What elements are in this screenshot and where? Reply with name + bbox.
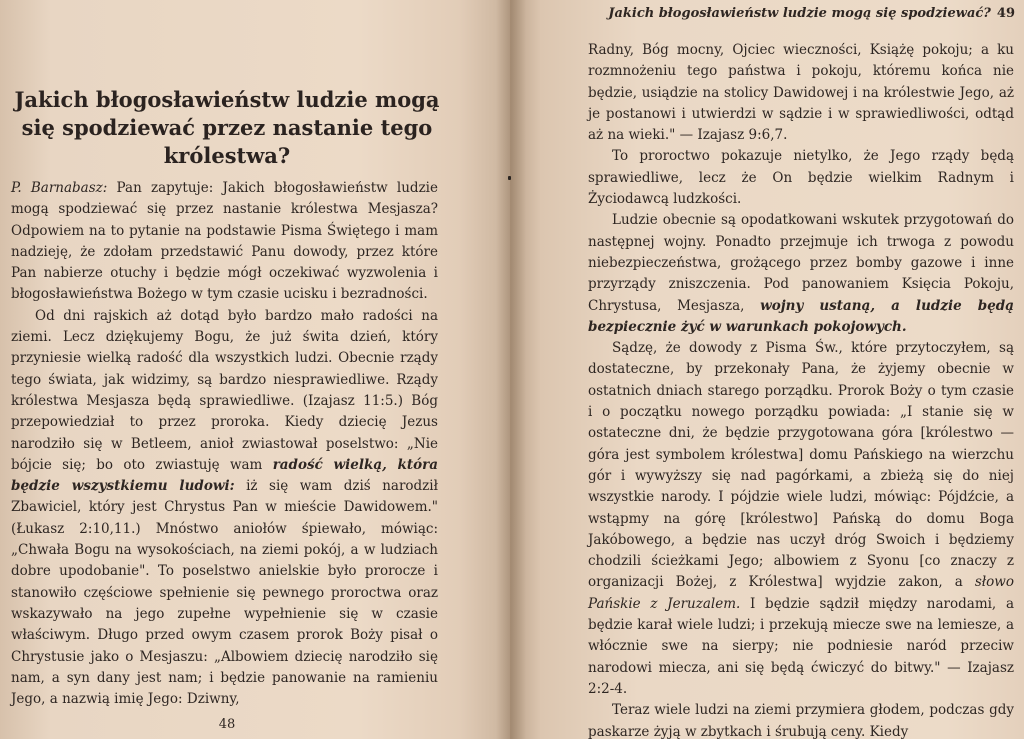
paragraph <box>11 306 438 711</box>
paragraph <box>588 210 1014 338</box>
paragraph <box>11 178 438 306</box>
emphasized-text: słowo Pańskie z Jeruzalem. <box>588 574 1014 612</box>
emphasized-text: wojny ustaną, a ludzie będą bezpiecznie żyć w warunkach pokojowych. <box>588 297 1014 335</box>
paragraph-text: Pan zapytuje: Jakich błogosławieństw ludzie mogą spodziewać się przez nastanie królestwa Mesjasza? Odpowiem na to pytanie na podstawie Pisma Świętego i mam nadzieję, że zdołam przedstawić Panu dowody, przez które Pan nabierze otuchy i będzie mógł oczekiwać wyzwolenia i błogosławieństwa Bożego w tym czasie ucisku i bezradności. <box>11 180 438 303</box>
page-number-right: 49 <box>996 6 1015 21</box>
paragraph: Radny, Bóg mocny, Ojciec wieczności, Książę pokoju; a ku rozmnożeniu tego państwa i pokoju, któremu końca nie będzie, usiądzie na stolicy Dawidowej i na królestwie Jego, aż je postanowi i utwierdzi w sądzie i w sprawiedliwości, odtąd aż na wieki." — Izajasz 9:6,7. <box>588 42 1014 144</box>
paragraph: Teraz wiele ludzi na ziemi przymiera głodem, podczas gdy paskarze żyją w zbytkach i śrubują ceny. Kiedy <box>588 702 1014 739</box>
book-gutter <box>496 0 526 739</box>
paragraph-text: Od dni rajskich aż dotąd było bardzo mało radości na ziemi. Lecz dziękujemy Bogu, że już świta dzień, który przyniesie wielką radość dla wszystkich ludzi. Obecnie rządy tego świata, jak widzimy, są bardzo niesprawiedliwe. Rządy królestwa Mesjasza będą sprawiedliwe. (Izajasz 11:5.) Bóg przepowiedział to przez proroka. Kiedy dziecię Jezus narodziło się w Betleem, anioł zwiastował poselstwo: „Nie bójcie się; bo oto zwiastuję wam <box>11 307 438 473</box>
speaker-label: P. Barnabasz: <box>11 180 108 196</box>
paragraph: To proroctwo pokazuje nietylko, że Jego rządy będą sprawiedliwe, lecz że On będzie wielkim Radnym i Życiodawcą ludzkości. <box>588 148 1014 208</box>
running-head <box>560 6 1015 21</box>
left-page-text <box>11 178 438 710</box>
page-number-left: 48 <box>218 717 236 732</box>
left-page <box>0 0 510 739</box>
ink-speck <box>508 176 511 180</box>
paragraph <box>588 338 1014 700</box>
paragraph-text: Ludzie obecnie są opodatkowani wskutek przygotowań do następnej wojny. Ponadto przejmuje ich trwoga z powodu niebezpieczeństwa, grożącego przez bomby gazowe i inne przyrządy zniszczenia. Pod panowaniem Księcia Pokoju, Chrystusa, Mesjasza, <box>588 212 1014 314</box>
right-page-text <box>588 40 1014 739</box>
paragraph-text: I będzie sądził między narodami, a będzie karał wiele ludzi; i przekują miecze swe na lemiesze, a włócznie swe na sierpy; nie podniesie naród przeciw narodowi miecza, ani się będą ćwiczyć do bitwy." — Izajasz 2:2-4. <box>588 595 1014 697</box>
running-head-title: Jakich błogosławieństw ludzie mogą się spodziewać? <box>608 6 991 21</box>
chapter-heading: Jakich błogosławieństw ludzie mogą się spodziewać przez nastanie tego królestwa? <box>14 87 440 168</box>
paragraph-text: Sądzę, że dowody z Pisma Św., które przytoczyłem, są dostateczne, by przekonały Pana, że żyjemy obecnie w ostatnich dniach starego porządku. Prorok Boży o tym czasie i o początku nowego porządku powiada: „I stanie się w ostateczne dni, że będzie przygotowana góra [królestwo — góra jest symbolem królestwa] domu Pańskiego na wierzchu gór i wywyższy się nad pagórkami, a zbieżą się do niej wszystkie narody. I pójdzie wiele ludzi, mówiąc: Pójdźcie, a wstąpmy na górę [królestwo] Pańską do domu Boga Jakóbowego, a będzie nas uczył dróg Swoich i będziemy chodzili ścieżkami Jego; albowiem z Syonu [co znaczy z organizacji Bożej, z Królestwa] wyjdzie zakon, a <box>588 340 1014 591</box>
paragraph-text: iż się wam dziś narodził Zbawiciel, który jest Chrystus Pan w mieście Dawidowem." (Łukasz 2:10,11.) Mnóstwo aniołów śpiewało, mówiąc: „Chwała Bogu na wysokościach, na ziemi pokój, a w ludziach dobre upodobanie". To poselstwo anielskie było proroczе i stanowiło częściowe spełnienie się pewnego proroctwa oraz wskazywało na jego zupełne wypełnienie się w czasie właściwym. Długo przed owym czasem prorok Boży pisał o Chrystusie jako o Mesjaszu: „Albowiem dziecię narodziło się nam, a syn dany jest nam; i będzie panowanie na ramieniu Jego, a nazwią imię Jego: Dziwny, <box>11 478 438 708</box>
emphasized-text: radość wielką, która będzie wszystkiemu ludowi: <box>11 456 439 495</box>
